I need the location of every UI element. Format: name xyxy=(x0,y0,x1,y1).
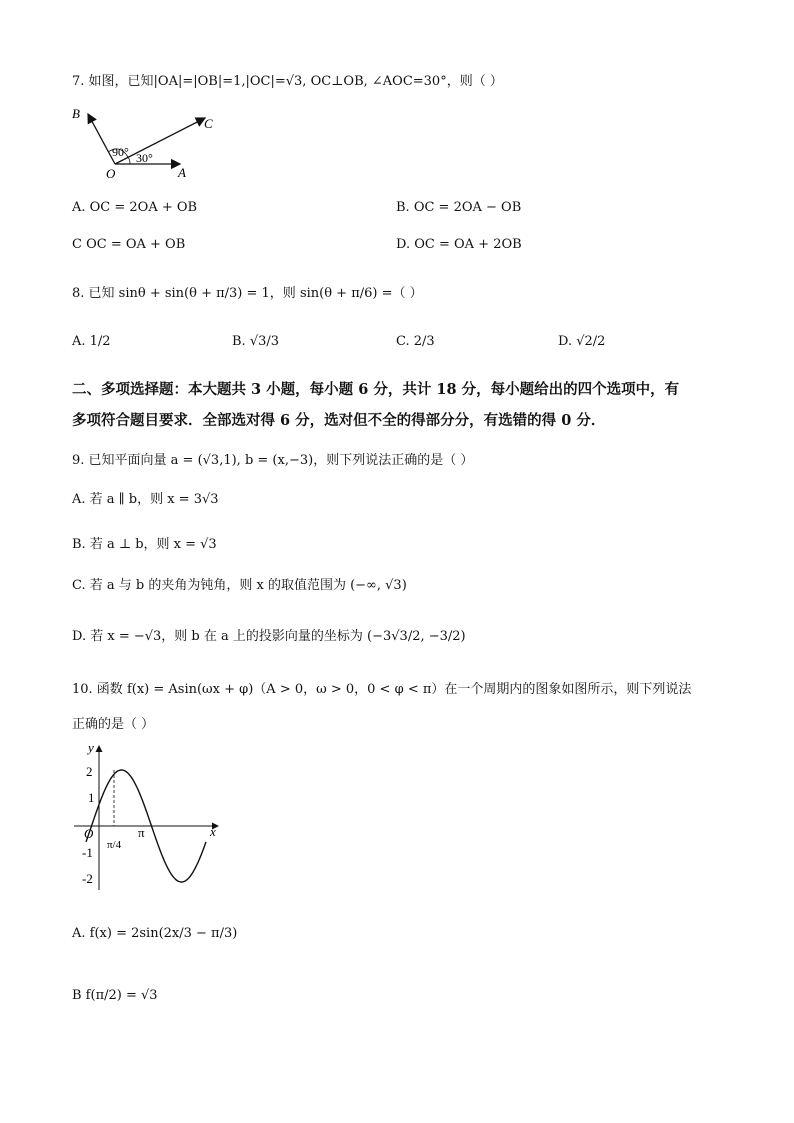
label-B: B xyxy=(72,106,80,121)
q7-stem xyxy=(72,70,503,89)
origin-label: O xyxy=(84,826,94,841)
label-A: A xyxy=(178,165,186,180)
label-C: C xyxy=(204,116,213,131)
q7-option-d: D. OC = OA + 2OB xyxy=(396,237,522,252)
section2-line1: 二、多项选择题：本大题共 3 小题，每小题 6 分，共计 18 分，每小题给出的四个选项中，有 xyxy=(72,381,680,398)
q7-option-a: A. OC = 2OA + OB xyxy=(72,200,198,215)
tick-minus-2: -2 xyxy=(82,871,93,886)
tick-1: 1 xyxy=(88,790,95,805)
q8-option-b: B. √3/3 xyxy=(232,334,280,349)
angle-90-label: 90° xyxy=(112,145,129,159)
q8-option-a: A. 1/2 xyxy=(72,334,111,349)
section2-line2: 多项符合题目要求．全部选对得 6 分，选对但不全的得部分分，有选错的得 0 分． xyxy=(72,412,606,429)
tick-pi: π xyxy=(138,825,145,840)
q10-stem-line2: 正确的是（ ） xyxy=(72,717,155,732)
tick-minus-1: -1 xyxy=(82,845,93,860)
q10-stem-line1: 10. 函数 f(x) = Asin(ωx + φ)（A > 0，ω > 0，0 < φ < π）在一个周期内的图象如图所示，则下列说法 xyxy=(72,682,692,697)
label-O: O xyxy=(106,166,116,181)
tick-pi-over-4: π/4 xyxy=(107,839,122,851)
vector-OB xyxy=(88,114,115,164)
x-axis-label: x xyxy=(210,824,216,839)
q10-option-b: B f(π/2) = √3 xyxy=(72,988,158,1003)
q8-stem: 8. 已知 sinθ + sin(θ + π/3) = 1，则 sin(θ + π/6) =（ ） xyxy=(72,286,423,301)
q7-option-b: B. OC = 2OA − OB xyxy=(396,200,522,215)
q7-figure xyxy=(70,104,230,182)
q8-option-d: D. √2/2 xyxy=(558,334,606,349)
q7-stem-text: 7. 如图，已知|OA|=|OB|=1,|OC|=√3, OC⊥OB, ∠AOC=30°，则（ ） xyxy=(72,74,503,89)
y-axis-label: y xyxy=(88,740,94,755)
angle-30-label: 30° xyxy=(136,151,153,165)
q9-option-d: D. 若 x = −√3，则 b 在 a 上的投影向量的坐标为 (−3√3/2, −3/2) xyxy=(72,629,466,644)
q8-option-c: C. 2/3 xyxy=(396,334,435,349)
tick-2: 2 xyxy=(86,764,93,779)
q9-stem: 9. 已知平面向量 a = (√3,1), b = (x,−3)，则下列说法正确的是（ ） xyxy=(72,453,474,468)
q9-option-b: B. 若 a ⊥ b，则 x = √3 xyxy=(72,537,217,552)
q9-option-a: A. 若 a ∥ b，则 x = 3√3 xyxy=(72,492,219,507)
q10-option-a: A. f(x) = 2sin(2x/3 − π/3) xyxy=(72,926,238,941)
q9-option-c: C. 若 a 与 b 的夹角为钝角，则 x 的取值范围为 (−∞, √3) xyxy=(72,578,407,593)
q10-graph xyxy=(66,740,236,895)
q7-option-c: C OC = OA + OB xyxy=(72,237,186,252)
